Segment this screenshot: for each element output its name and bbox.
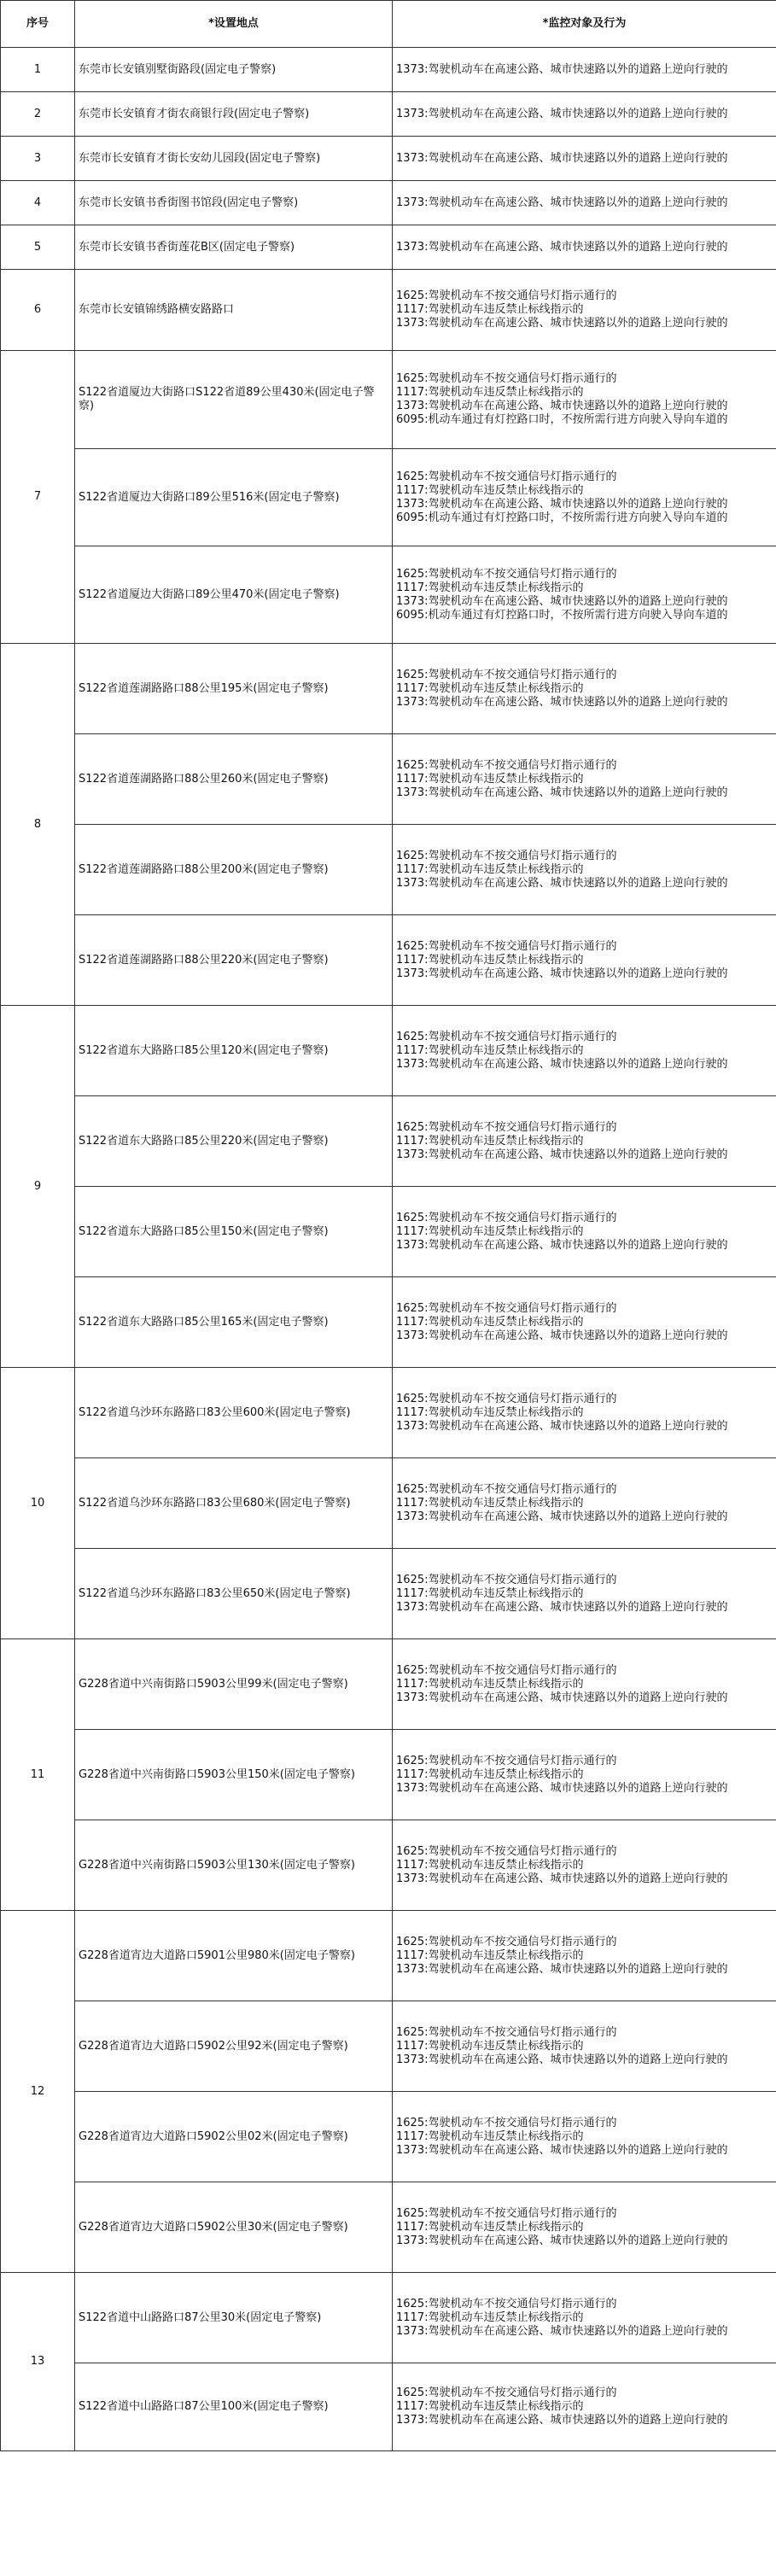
cell-behavior: 1625:驾驶机动车不按交通信号灯指示通行的 1117:驾驶机动车违反禁止标线指示的 1373:驾驶机动车在高速公路、城市快速路以外的道路上逆向行驶的 xyxy=(393,1549,776,1639)
cell-location: S122省道东大路路口85公里120米(固定电子警察) xyxy=(75,1006,393,1096)
table-row xyxy=(1,2001,776,2092)
table-row xyxy=(1,734,776,825)
cell-behavior: 1625:驾驶机动车不按交通信号灯指示通行的 1117:驾驶机动车违反禁止标线指示的 1373:驾驶机动车在高速公路、城市快速路以外的道路上逆向行驶的 xyxy=(393,2001,776,2092)
cell-location: S122省道中山路路口87公里100米(固定电子警察) xyxy=(75,2363,393,2451)
cell-behavior: 1625:驾驶机动车不按交通信号灯指示通行的 1117:驾驶机动车违反禁止标线指示的 1373:驾驶机动车在高速公路、城市快速路以外的道路上逆向行驶的 xyxy=(393,1187,776,1277)
table-row xyxy=(1,2092,776,2182)
cell-location: G228省道中兴南街路口5903公里150米(固定电子警察) xyxy=(75,1730,393,1820)
table-row xyxy=(1,1006,776,1096)
cell-behavior: 1373:驾驶机动车在高速公路、城市快速路以外的道路上逆向行驶的 xyxy=(393,48,776,92)
table-row xyxy=(1,449,776,546)
cell-behavior: 1373:驾驶机动车在高速公路、城市快速路以外的道路上逆向行驶的 xyxy=(393,92,776,137)
cell-location: S122省道莲湖路路口88公里195米(固定电子警察) xyxy=(75,644,393,734)
cell-behavior: 1625:驾驶机动车不按交通信号灯指示通行的 1117:驾驶机动车违反禁止标线指示的 1373:驾驶机动车在高速公路、城市快速路以外的道路上逆向行驶的 xyxy=(393,1820,776,1911)
cell-behavior: 1625:驾驶机动车不按交通信号灯指示通行的 1117:驾驶机动车违反禁止标线指示的 1373:驾驶机动车在高速公路、城市快速路以外的道路上逆向行驶的 xyxy=(393,1911,776,2001)
cell-location: G228省道宵边大道路口5902公里92米(固定电子警察) xyxy=(75,2001,393,2092)
table-row xyxy=(1,825,776,915)
cell-behavior: 1625:驾驶机动车不按交通信号灯指示通行的 1117:驾驶机动车违反禁止标线指示的 1373:驾驶机动车在高速公路、城市快速路以外的道路上逆向行驶的 xyxy=(393,734,776,825)
cell-seq: 5 xyxy=(1,225,75,270)
cell-behavior: 1625:驾驶机动车不按交通信号灯指示通行的 1117:驾驶机动车违反禁止标线指示的 1373:驾驶机动车在高速公路、城市快速路以外的道路上逆向行驶的 xyxy=(393,2363,776,2451)
cell-location: S122省道乌沙环东路路口83公里650米(固定电子警察) xyxy=(75,1549,393,1639)
cell-behavior: 1625:驾驶机动车不按交通信号灯指示通行的 1117:驾驶机动车违反禁止标线指示的 1373:驾驶机动车在高速公路、城市快速路以外的道路上逆向行驶的 xyxy=(393,1730,776,1820)
cell-location: S122省道东大路路口85公里220米(固定电子警察) xyxy=(75,1096,393,1187)
cell-location: S122省道东大路路口85公里150米(固定电子警察) xyxy=(75,1187,393,1277)
cell-location: 东莞市长安镇书香街图书馆段(固定电子警察) xyxy=(75,181,393,225)
cell-seq: 2 xyxy=(1,92,75,137)
table-row xyxy=(1,1911,776,2001)
table-row xyxy=(1,137,776,181)
cell-behavior: 1625:驾驶机动车不按交通信号灯指示通行的 1117:驾驶机动车违反禁止标线指示的 1373:驾驶机动车在高速公路、城市快速路以外的道路上逆向行驶的 xyxy=(393,2182,776,2273)
cell-location: S122省道乌沙环东路路口83公里680米(固定电子警察) xyxy=(75,1458,393,1549)
cell-behavior: 1373:驾驶机动车在高速公路、城市快速路以外的道路上逆向行驶的 xyxy=(393,225,776,270)
cell-seq: 1 xyxy=(1,48,75,92)
table-row xyxy=(1,225,776,270)
cell-seq: 12 xyxy=(1,1911,75,2273)
cell-location: 东莞市长安镇锦绣路横安路路口 xyxy=(75,270,393,351)
cell-behavior: 1625:驾驶机动车不按交通信号灯指示通行的 1117:驾驶机动车违反禁止标线指示的 1373:驾驶机动车在高速公路、城市快速路以外的道路上逆向行驶的 6095:机动车通过有灯控路口时，不按所需行进方向驶入导向车道的 xyxy=(393,546,776,644)
cell-location: 东莞市长安镇育才街长安幼儿园段(固定电子警察) xyxy=(75,137,393,181)
cell-location: S122省道东大路路口85公里165米(固定电子警察) xyxy=(75,1277,393,1368)
cell-location: 东莞市长安镇育才街农商银行段(固定电子警察) xyxy=(75,92,393,137)
cell-behavior: 1625:驾驶机动车不按交通信号灯指示通行的 1117:驾驶机动车违反禁止标线指示的 1373:驾驶机动车在高速公路、城市快速路以外的道路上逆向行驶的 xyxy=(393,825,776,915)
table-row xyxy=(1,644,776,734)
cell-location: S122省道厦边大街路口S122省道89公里430米(固定电子警察) xyxy=(75,351,393,449)
cell-location: G228省道中兴南街路口5903公里130米(固定电子警察) xyxy=(75,1820,393,1911)
cell-location: 东莞市长安镇书香街莲花B区(固定电子警察) xyxy=(75,225,393,270)
cell-location: 东莞市长安镇别墅街路段(固定电子警察) xyxy=(75,48,393,92)
table-body xyxy=(1,48,776,2451)
cell-behavior: 1625:驾驶机动车不按交通信号灯指示通行的 1117:驾驶机动车违反禁止标线指示的 1373:驾驶机动车在高速公路、城市快速路以外的道路上逆向行驶的 xyxy=(393,1277,776,1368)
cell-behavior: 1625:驾驶机动车不按交通信号灯指示通行的 1117:驾驶机动车违反禁止标线指示的 1373:驾驶机动车在高速公路、城市快速路以外的道路上逆向行驶的 xyxy=(393,1096,776,1187)
cell-seq: 3 xyxy=(1,137,75,181)
cell-seq: 9 xyxy=(1,1006,75,1368)
cell-behavior: 1625:驾驶机动车不按交通信号灯指示通行的 1117:驾驶机动车违反禁止标线指示的 1373:驾驶机动车在高速公路、城市快速路以外的道路上逆向行驶的 xyxy=(393,270,776,351)
table-row xyxy=(1,1549,776,1639)
cell-behavior: 1625:驾驶机动车不按交通信号灯指示通行的 1117:驾驶机动车违反禁止标线指示的 1373:驾驶机动车在高速公路、城市快速路以外的道路上逆向行驶的 xyxy=(393,2273,776,2363)
cell-behavior: 1373:驾驶机动车在高速公路、城市快速路以外的道路上逆向行驶的 xyxy=(393,181,776,225)
cell-location: G228省道宵边大道路口5902公里30米(固定电子警察) xyxy=(75,2182,393,2273)
cell-location: G228省道宵边大道路口5902公里02米(固定电子警察) xyxy=(75,2092,393,2182)
table-row xyxy=(1,181,776,225)
table-row xyxy=(1,1730,776,1820)
cell-seq: 8 xyxy=(1,644,75,1006)
header-seq: 序号 xyxy=(1,1,75,48)
cell-seq: 4 xyxy=(1,181,75,225)
cell-behavior: 1625:驾驶机动车不按交通信号灯指示通行的 1117:驾驶机动车违反禁止标线指示的 1373:驾驶机动车在高速公路、城市快速路以外的道路上逆向行驶的 xyxy=(393,1006,776,1096)
cell-behavior: 1625:驾驶机动车不按交通信号灯指示通行的 1117:驾驶机动车违反禁止标线指示的 1373:驾驶机动车在高速公路、城市快速路以外的道路上逆向行驶的 6095:机动车通过有灯控路口时，不按所需行进方向驶入导向车道的 xyxy=(393,449,776,546)
cell-behavior: 1625:驾驶机动车不按交通信号灯指示通行的 1117:驾驶机动车违反禁止标线指示的 1373:驾驶机动车在高速公路、城市快速路以外的道路上逆向行驶的 xyxy=(393,2092,776,2182)
header-behavior: *监控对象及行为 xyxy=(393,1,776,48)
cell-seq: 10 xyxy=(1,1368,75,1639)
cell-location: S122省道莲湖路路口88公里260米(固定电子警察) xyxy=(75,734,393,825)
cell-location: S122省道厦边大街路口89公里470米(固定电子警察) xyxy=(75,546,393,644)
cell-location: S122省道厦边大街路口89公里516米(固定电子警察) xyxy=(75,449,393,546)
table-row xyxy=(1,915,776,1006)
cell-seq: 11 xyxy=(1,1639,75,1911)
cell-seq: 6 xyxy=(1,270,75,351)
table-row xyxy=(1,48,776,92)
cell-behavior: 1373:驾驶机动车在高速公路、城市快速路以外的道路上逆向行驶的 xyxy=(393,137,776,181)
table-row xyxy=(1,351,776,449)
cell-behavior: 1625:驾驶机动车不按交通信号灯指示通行的 1117:驾驶机动车违反禁止标线指示的 1373:驾驶机动车在高速公路、城市快速路以外的道路上逆向行驶的 xyxy=(393,1368,776,1458)
cell-location: S122省道中山路路口87公里30米(固定电子警察) xyxy=(75,2273,393,2363)
table-row xyxy=(1,270,776,351)
table-row xyxy=(1,2363,776,2451)
header-location: *设置地点 xyxy=(75,1,393,48)
table-row xyxy=(1,1820,776,1911)
cell-location: G228省道宵边大道路口5901公里980米(固定电子警察) xyxy=(75,1911,393,2001)
cell-behavior: 1625:驾驶机动车不按交通信号灯指示通行的 1117:驾驶机动车违反禁止标线指示的 1373:驾驶机动车在高速公路、城市快速路以外的道路上逆向行驶的 xyxy=(393,915,776,1006)
table-row xyxy=(1,1458,776,1549)
cell-location: S122省道莲湖路路口88公里200米(固定电子警察) xyxy=(75,825,393,915)
table-row xyxy=(1,1639,776,1730)
cell-behavior: 1625:驾驶机动车不按交通信号灯指示通行的 1117:驾驶机动车违反禁止标线指示的 1373:驾驶机动车在高速公路、城市快速路以外的道路上逆向行驶的 xyxy=(393,1639,776,1730)
table-row xyxy=(1,2273,776,2363)
cell-behavior: 1625:驾驶机动车不按交通信号灯指示通行的 1117:驾驶机动车违反禁止标线指示的 1373:驾驶机动车在高速公路、城市快速路以外的道路上逆向行驶的 xyxy=(393,1458,776,1549)
cell-seq: 7 xyxy=(1,351,75,644)
table-row xyxy=(1,1368,776,1458)
table-row xyxy=(1,92,776,137)
cell-location: S122省道乌沙环东路路口83公里600米(固定电子警察) xyxy=(75,1368,393,1458)
cell-behavior: 1625:驾驶机动车不按交通信号灯指示通行的 1117:驾驶机动车违反禁止标线指示的 1373:驾驶机动车在高速公路、城市快速路以外的道路上逆向行驶的 xyxy=(393,644,776,734)
table-row xyxy=(1,1187,776,1277)
cell-location: S122省道莲湖路路口88公里220米(固定电子警察) xyxy=(75,915,393,1006)
table-row xyxy=(1,1277,776,1368)
table-header-row xyxy=(1,1,776,48)
table-row xyxy=(1,2182,776,2273)
cell-seq: 13 xyxy=(1,2273,75,2451)
table-row xyxy=(1,546,776,644)
cell-behavior: 1625:驾驶机动车不按交通信号灯指示通行的 1117:驾驶机动车违反禁止标线指示的 1373:驾驶机动车在高速公路、城市快速路以外的道路上逆向行驶的 6095:机动车通过有灯控路口时，不按所需行进方向驶入导向车道的 xyxy=(393,351,776,449)
table-row xyxy=(1,1096,776,1187)
cell-location: G228省道中兴南街路口5903公里99米(固定电子警察) xyxy=(75,1639,393,1730)
